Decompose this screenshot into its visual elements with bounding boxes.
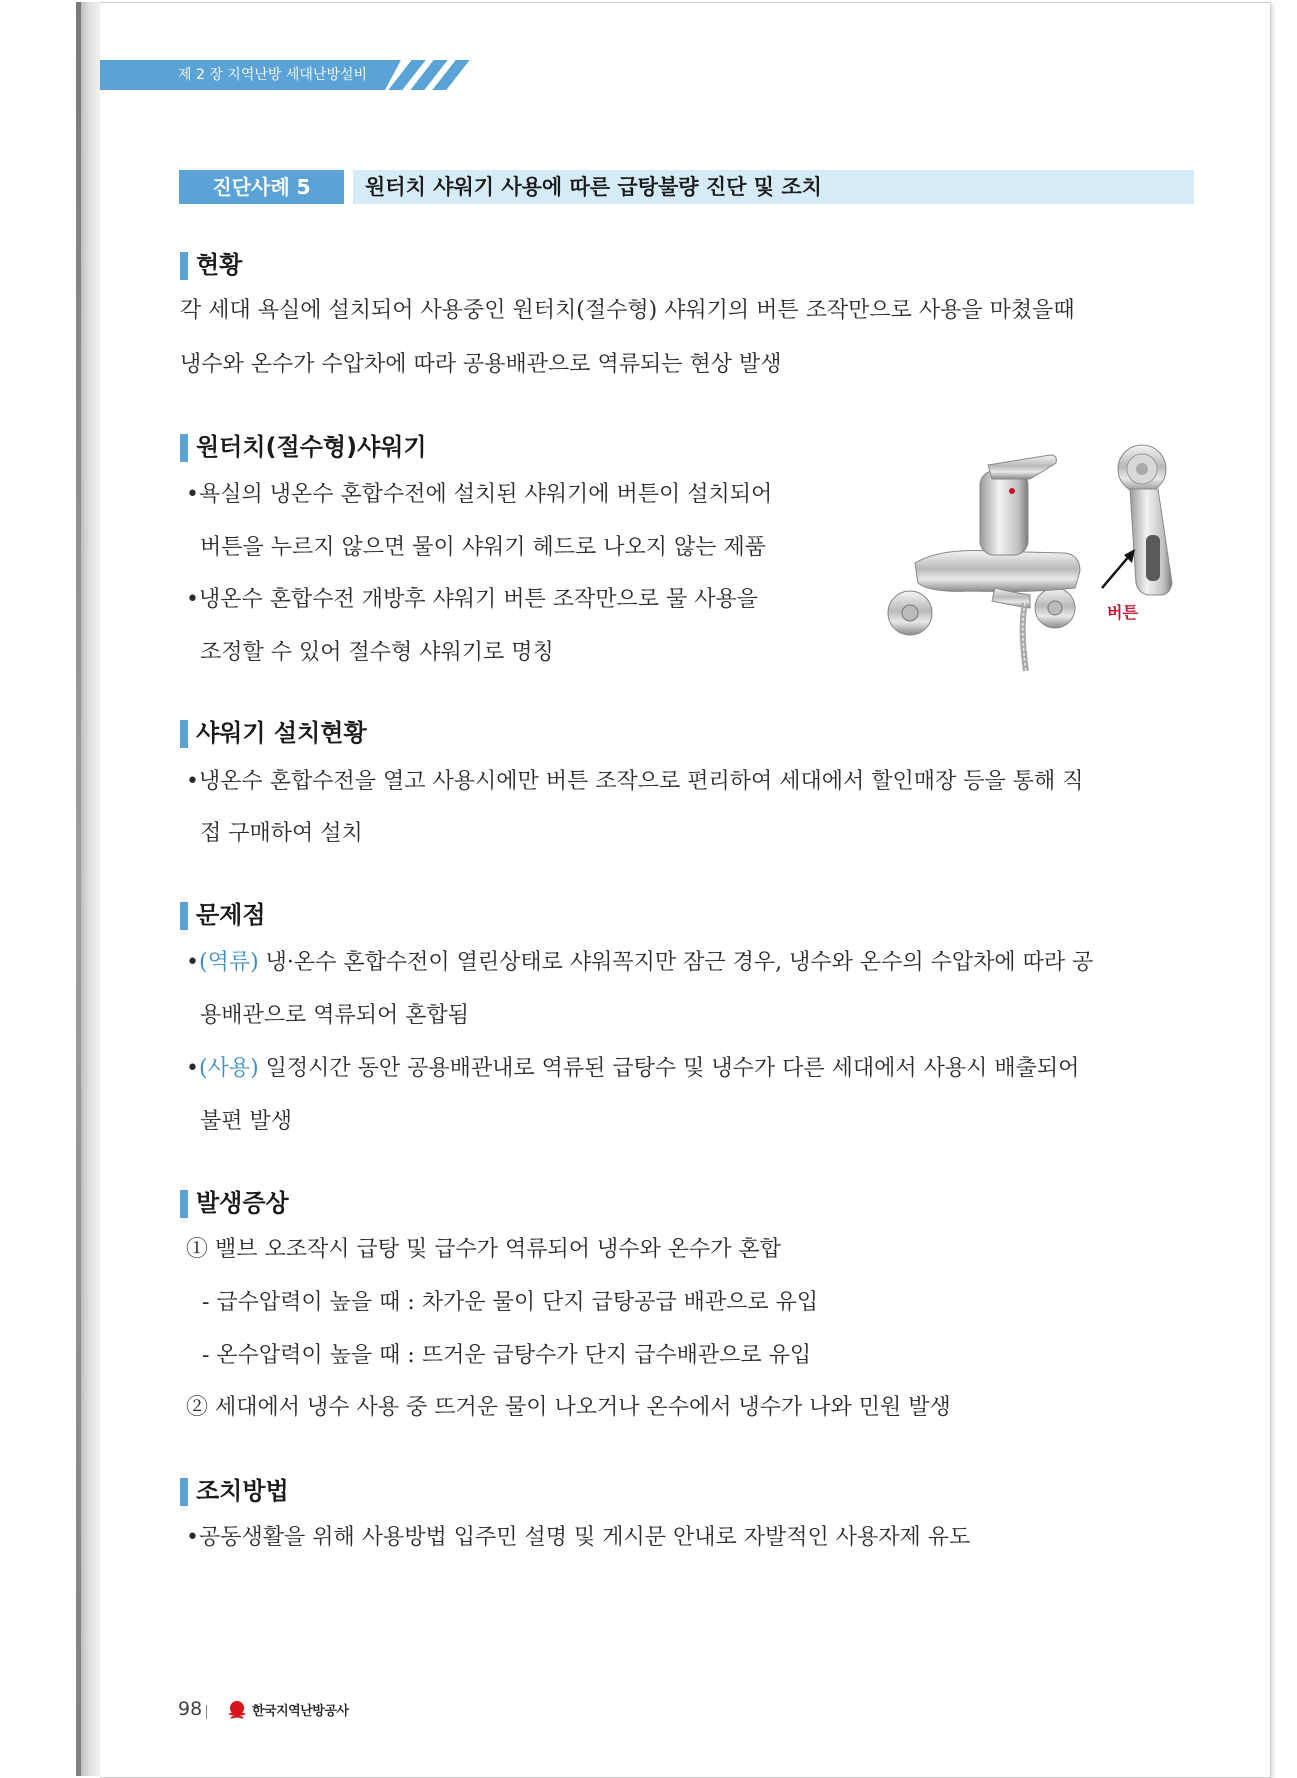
section-heading-action: 조치방법	[180, 1476, 289, 1506]
shower-line: 버튼을 누르지 않으면 물이 샤워기 헤드로 나오지 않는 제품	[200, 535, 766, 560]
section-heading-shower: 원터치(절수형)샤워기	[180, 432, 427, 462]
section-heading-problem: 문제점	[180, 900, 266, 930]
shower-line: •욕실의 냉온수 혼합수전에 설치된 샤워기에 버튼이 설치되어	[186, 482, 773, 507]
book-edge	[76, 2, 100, 1776]
status-line: 냉수와 온수가 수압차에 따라 공용배관으로 역류되는 현상 발생	[180, 352, 782, 377]
footer-separator	[206, 1705, 207, 1719]
kdhc-logo-icon	[226, 1699, 248, 1721]
problem-item: •(사용) 일정시간 동안 공용배관내로 역류된 급탕수 및 냉수가 다른 세대에서 사용시 배출되어	[186, 1056, 1080, 1081]
problem-cont: 불편 발생	[200, 1109, 293, 1134]
status-line: 각 세대 욕실에 설치되어 사용중인 원터치(절수형) 샤워기의 버튼 조작만으로 사용을 마쳤을때	[180, 298, 1075, 323]
problem-tag: (사용)	[198, 1056, 259, 1081]
symptom-line: - 온수압력이 높을 때 : 뜨거운 급탕수가 단지 급수배관으로 유입	[202, 1343, 812, 1368]
problem-text: 일정시간 동안 공용배관내로 역류된 급탕수 및 냉수가 다른 세대에서 사용시 배출되어	[258, 1056, 1080, 1081]
problem-item: •(역류) 냉·온수 혼합수전이 열린상태로 샤워꼭지만 잠근 경우, 냉수와 온수의 수압차에 따라 공	[186, 950, 1094, 975]
chapter-header	[100, 60, 385, 90]
problem-tag: (역류)	[198, 950, 259, 975]
case-label: 진단사례 5	[179, 170, 344, 204]
shower-line: •냉온수 혼합수전 개방후 샤워기 버튼 조작만으로 물 사용을	[186, 587, 758, 612]
section-heading-status: 현황	[180, 250, 242, 280]
section-heading-symptom: 발생증상	[180, 1188, 289, 1218]
install-line: 접 구매하여 설치	[200, 821, 363, 846]
shower-line: 조정할 수 있어 절수형 샤워기로 명칭	[200, 640, 554, 665]
action-line: •공동생활을 위해 사용방법 입주민 설명 및 게시문 안내로 자발적인 사용자제 유도	[186, 1525, 971, 1550]
page-number: 98	[178, 1698, 203, 1720]
case-title: 원터치 샤워기 사용에 따른 급탕불량 진단 및 조치	[353, 170, 1194, 204]
symptom-line: ② 세대에서 냉수 사용 중 뜨거운 물이 나오거나 온수에서 냉수가 나와 민원 발생	[186, 1395, 951, 1420]
symptom-line: ① 밸브 오조작시 급탕 및 급수가 역류되어 냉수와 온수가 혼합	[186, 1237, 781, 1262]
problem-cont: 용배관으로 역류되어 혼합됨	[200, 1003, 470, 1028]
section-heading-install: 샤워기 설치현황	[180, 718, 367, 748]
problem-text: 냉·온수 혼합수전이 열린상태로 샤워꼭지만 잠근 경우, 냉수와 온수의 수압차에 따라 공	[258, 950, 1094, 975]
install-line: •냉온수 혼합수전을 열고 사용시에만 버튼 조작으로 편리하여 세대에서 할인매장 등을 통해 직	[186, 769, 1084, 794]
chapter-title: 제 2 장 지역난방 세대난방설비	[178, 67, 367, 83]
button-callout-label: 버튼	[1107, 603, 1138, 622]
document-page	[100, 2, 1271, 1778]
faucet-photo	[880, 443, 1200, 673]
symptom-line: - 급수압력이 높을 때 : 차가운 물이 단지 급탕공급 배관으로 유입	[202, 1290, 819, 1315]
organization-name: 한국지역난방공사	[252, 1704, 349, 1719]
